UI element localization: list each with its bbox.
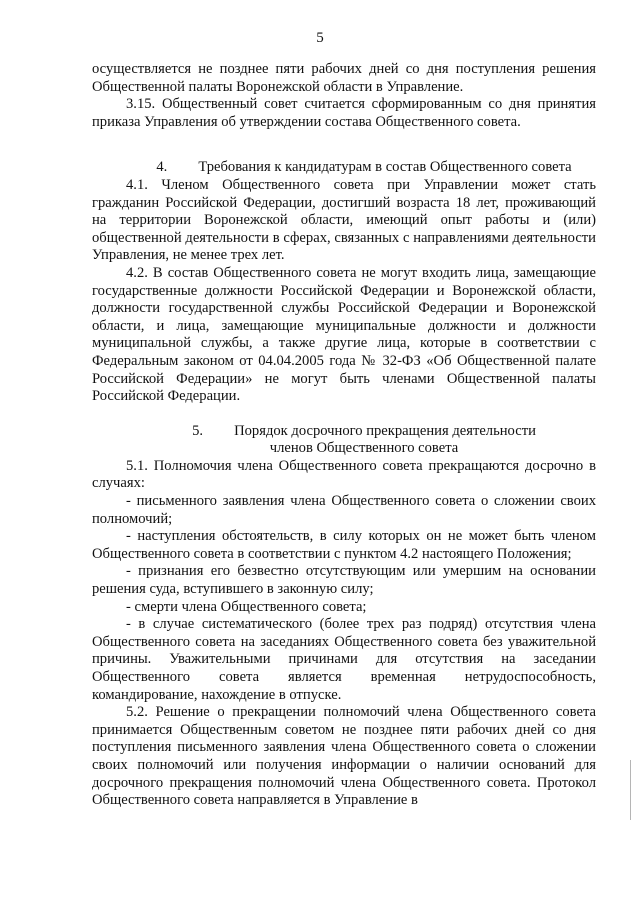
section-5-title-line-2: членов Общественного совета [269,440,459,457]
list-item: - в случае систематического (более трех раз подряд) отсутствия члена Общественного совета на заседаниях Общественного совета без уважительной причины. Уважительными причинами для отсутствия на заседании Общественного совета является временная нетрудоспособность, командирование, нахождение в отпуске. [92,616,596,703]
paragraph-4-1: 4.1. Членом Общественного совета при Управлении может стать гражданин Российской Федерации, достигший возраста 18 лет, проживающий на территории Воронежской области, имеющий опыт работы и (или) общественной деятельности в сферах, связанных с направлениями деятельности Управления, не менее трех лет. [92,176,596,264]
section-4-number: 4. [156,159,168,176]
list-item: - смерти члена Общественного совета; [126,598,367,615]
paragraph-5-1: 5.1. Полномочия члена Общественного совета прекращаются досрочно в случаях: [92,457,596,492]
section-5-title-line-1: Порядок досрочного прекращения деятельности [234,422,536,439]
paragraph-5-2: 5.2. Решение о прекращении полномочий члена Общественного совета принимается Общественным советом не позднее пяти рабочих дней со дня поступления письменного заявления члена Общественного совета о сложении своих полномочий или получения информации о наличии оснований для досрочного прекращения полномочий члена Общественного совета. Протокол Общественного совета направляется в Управление в [92,704,596,809]
document-body [92,61,596,810]
list-item: - признания его безвестно отсутствующим или умершим на основании решения суда, вступившего в законную силу; [92,563,596,598]
scan-edge-mark [630,760,631,820]
list-item: - наступления обстоятельств, в силу которых он не может быть членом Общественного совета в соответствии с пунктом 4.2 настоящего Положения; [92,528,596,562]
section-4-title: Требования к кандидатурам в состав Общественного совета [198,159,572,176]
paragraph-intro-continuation: осуществляется не позднее пяти рабочих дней со дня поступления решения Общественной палаты Воронежской области в Управление. [92,61,596,95]
spacer [92,131,596,159]
page-number: 5 [316,30,324,46]
paragraph-3-15: 3.15. Общественный совет считается сформированным со дня принятия приказа Управления об утверждении состава Общественного совета. [92,96,596,130]
spacer [92,406,596,423]
section-5-heading [92,423,596,458]
list-item: - письменного заявления члена Общественного совета о сложении своих полномочий; [92,493,596,527]
section-5-number: 5. [192,422,204,439]
paragraph-4-2: 4.2. В состав Общественного совета не могут входить лица, замещающие государственные должности Российской Федерации и Воронежской области, должности государственной службы Российской Федерации и Воронежской области, и лица, замещающие муниципальные должности и должности муниципальной службы, а также другие лица, которые в соответствии с Федеральным законом от 04.04.2005 года № 32-ФЗ «Об Общественной палате Российской Федерации» не могут быть членами Общественной палаты Российской Федерации. [92,264,596,405]
section-4-heading [92,159,596,177]
